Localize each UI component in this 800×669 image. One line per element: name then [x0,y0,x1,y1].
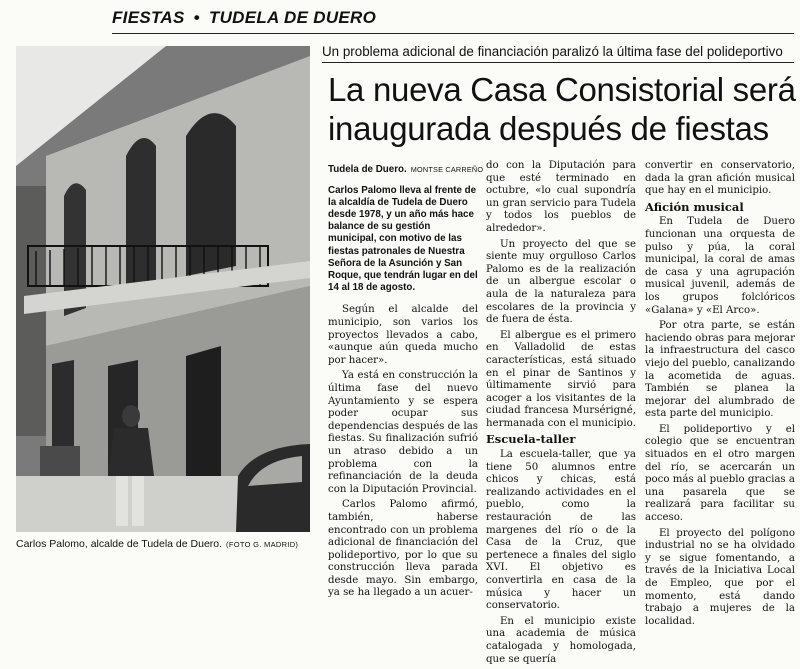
headline-line: inaugurada después de fiestas [328,110,769,147]
subheading-aficion-musical: Afición musical [645,199,744,214]
paragraph: Ya está en construcción la última fase del nuevo Ayuntamiento y se espera poder ocupar sus dependencias después de las fiestas. Su finalización sufrió un atraso debido a un problema con la refinanciación de la deuda con la Diputación Provincial. [328,370,478,495]
section-header [112,8,376,28]
article-column-2 [486,160,636,669]
paragraph: En Tudela de Duero funcionan una orquesta de pulso y púa, la coral municipal, la coral de amas de casa y una agrupación musical juvenil, además de los grupos folclóricos «Galana» y «El Arco». [645,216,795,316]
building-photo-image [16,46,310,532]
paragraph: En el municipio existe una academia de música catalogada y homologada, que se quería [486,615,636,665]
bullet-icon: • [193,8,200,27]
article-column-3 [645,160,795,631]
paragraph: do con la Diputación para que esté terminado en octubre, «lo cual supondría un gran servicio para Tudela y todos los pueblos de alrededor». [486,160,636,234]
header-rule [112,33,794,34]
article-lead: Carlos Palomo lleva al frente de la alcaldía de Tudela de Duero desde 1978, y un año más hace balance de su gestión municipal, con motivo de las fiestas patronales de Nuestra Señora de la Asunción y San Roque, que tendrán lugar en del 14 al 18 de agosto. [328,184,478,294]
section-location: TUDELA DE DUERO [208,8,377,27]
article-kicker: Un problema adicional de financiación paralizó la última fase del polideportivo [322,44,783,59]
subheading-escuela-taller: Escuela-taller [486,432,576,447]
paragraph: El albergue es el primero en Valladolid de estas características, está situado en el pinar de Santinos y últimamente sirvió para acoger a los visitantes de la ciudad francesa Mursérigné, hermanada con el municipio. [486,329,636,429]
byline-author: MONTSE CARREÑO [410,165,484,174]
paragraph: El polideportivo y el colegio que se encuentran situados en el otro margen del río, se acercarán un poco más al pueblo gracias a una pasarela que se realizará para facilitar su acceso. [645,423,795,524]
paragraph: Carlos Palomo afirmó, también, haberse encontrado con un problema adicional de financiación del polideportivo, por lo que su construcción lleva parada desde mayo. Sin embargo, ya se ha llegado a un acuer- [328,499,478,599]
article-headline [328,70,794,148]
byline-place: Tudela de Duero. [328,164,407,175]
paragraph: El proyecto del polígono industrial no se ha olvidado y se sigue fomentando, a través de la Iniciativa Local de Empleo, que por el momento, está dando trabajo a mujeres de la localidad. [645,527,795,627]
paragraph: Un proyecto del que se siente muy orgulloso Carlos Palomo es de la realización de un albergue escolar o aula de la naturaleza para escolares de la provincia y de fuera de ésta. [486,238,636,326]
photo-caption [16,538,310,550]
paragraph: Según el alcalde del municipio, son varios los proyectos llevados a cabo, «aunque aún queda mucho por hacer». [328,304,478,366]
headline-line: La nueva Casa Consistorial será [328,71,796,108]
paragraph: convertir en conservatorio, dada la gran afición musical que hay en el municipio. [645,160,795,197]
mayor-photo [16,46,310,532]
photo-credit: (FOTO G. MADRID) [226,540,299,549]
paragraph: La escuela-taller, que ya tiene 50 alumnos entre chicos y chicas, está realizando actividades en el pueblo, como la restauración de las margenes del río o de la Casa de la Cruz, que pertenece a finales del siglo XVI. El objetivo es convertirla en casa de la música y hacer un conservatorio. [486,449,636,612]
caption-text: Carlos Palomo, alcalde de Tudela de Duero. [16,538,223,550]
paragraph: Por otra parte, se están haciendo obras para mejorar la infraestructura del casco viejo del pueblo, canalizando la acometida de aguas. También se planea la mejorar del alumbrado de esta parte del municipio. [645,320,795,420]
article-column-1 [328,160,484,603]
kicker-rule [322,62,794,63]
byline [328,164,484,177]
section-label: FIESTAS [112,8,185,27]
